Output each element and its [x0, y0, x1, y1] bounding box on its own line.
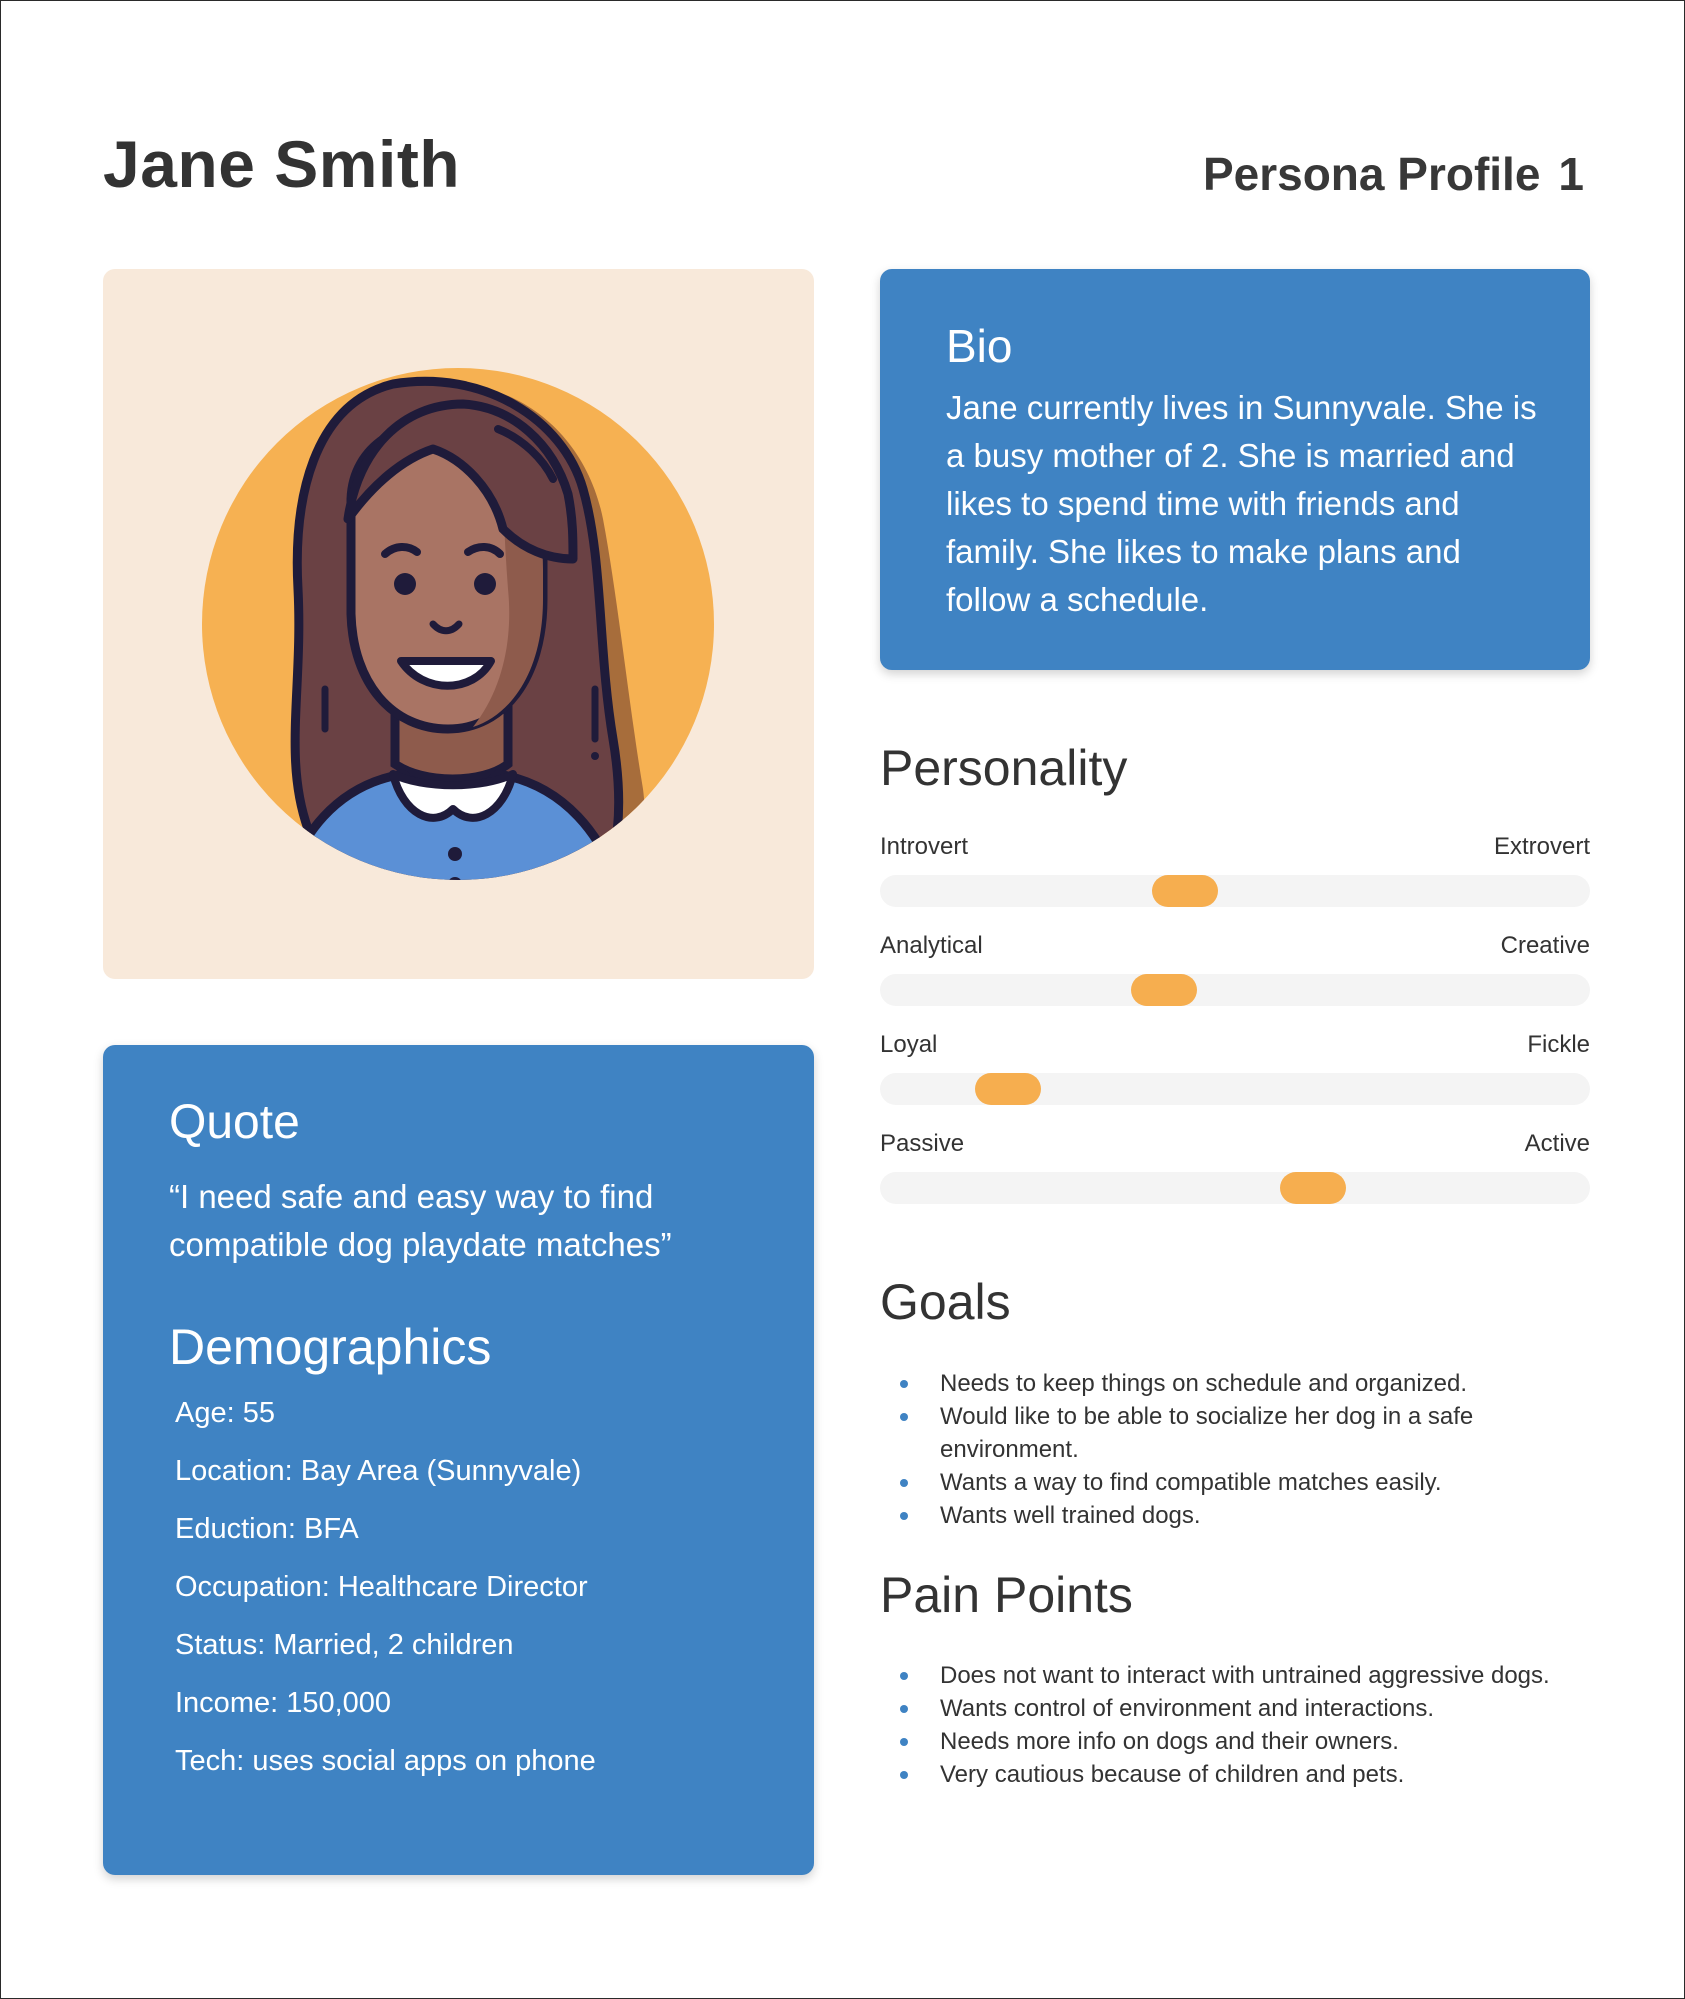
quote-demographics-card [103, 1045, 814, 1875]
avatar-card [103, 269, 814, 979]
trait-right-label: Creative [1500, 932, 1590, 959]
demographic-item: Age: 55 [175, 1397, 275, 1429]
goal-item: Wants a way to find compatible matches easily. [880, 1466, 1600, 1499]
personality-title: Personality [880, 740, 1128, 796]
trait-slider-knob [1131, 974, 1197, 1006]
trait-slider-knob [1280, 1172, 1346, 1204]
demographic-item: Location: Bay Area (Sunnyvale) [175, 1455, 582, 1487]
demographic-item: Eduction: BFA [175, 1513, 359, 1545]
trait-left-label: Passive [880, 1130, 965, 1157]
goal-item: Wants well trained dogs. [880, 1499, 1600, 1532]
trait-slider-track [880, 974, 1590, 1006]
profile-label: Persona Profile [1202, 148, 1541, 200]
demographic-item: Tech: uses social apps on phone [175, 1745, 596, 1777]
trait-left-label: Analytical [880, 932, 983, 959]
pain-points-list [880, 1659, 1600, 1791]
demographics-title: Demographics [169, 1319, 492, 1375]
profile-number: 1 [1558, 148, 1584, 200]
trait-left-label: Introvert [880, 833, 969, 860]
trait-left-label: Loyal [880, 1031, 938, 1058]
bio-card [880, 269, 1590, 670]
trait-row [880, 1031, 1590, 1130]
pain-point-item: Needs more info on dogs and their owners. [880, 1725, 1600, 1758]
pain-point-item: Does not want to interact with untrained aggressive dogs. [880, 1659, 1600, 1692]
demographics-list [175, 1395, 596, 1801]
pain-point-item: Very cautious because of children and pets. [880, 1758, 1600, 1791]
bio-text: Jane currently lives in Sunnyvale. She is a busy mother of 2. She is married and likes to spend time with friends and family. She likes to make plans and follow a schedule. [946, 389, 1537, 618]
bio-title: Bio [946, 320, 1013, 372]
goal-item: Needs to keep things on schedule and organized. [880, 1367, 1600, 1400]
trait-row [880, 833, 1590, 932]
quote-text: “I need safe and easy way to find compatible dog playdate matches” [169, 1178, 672, 1263]
goals-list [880, 1367, 1600, 1532]
demographic-item: Status: Married, 2 children [175, 1629, 514, 1661]
trait-row [880, 932, 1590, 1031]
trait-slider-knob [975, 1073, 1041, 1105]
trait-row [880, 1130, 1590, 1229]
demographic-item: Occupation: Healthcare Director [175, 1571, 588, 1603]
trait-slider-track [880, 875, 1590, 907]
trait-slider-track [880, 1172, 1590, 1204]
persona-name: Jane Smith [103, 127, 461, 201]
goal-item: Would like to be able to socialize her dog in a safe environment. [880, 1400, 1600, 1466]
trait-slider-knob [1152, 875, 1218, 907]
trait-right-label: Active [1524, 1130, 1590, 1157]
persona-profile-heading [1203, 147, 1584, 201]
woman-avatar-icon [103, 269, 814, 979]
pain-point-item: Wants control of environment and interactions. [880, 1692, 1600, 1725]
personality-traits [880, 833, 1590, 1229]
pain-points-title: Pain Points [880, 1567, 1133, 1623]
demographic-item: Income: 150,000 [175, 1687, 392, 1719]
goals-title: Goals [880, 1274, 1011, 1330]
trait-right-label: Extrovert [1493, 833, 1590, 860]
trait-slider-track [880, 1073, 1590, 1105]
quote-title: Quote [169, 1096, 300, 1149]
trait-right-label: Fickle [1527, 1031, 1590, 1058]
